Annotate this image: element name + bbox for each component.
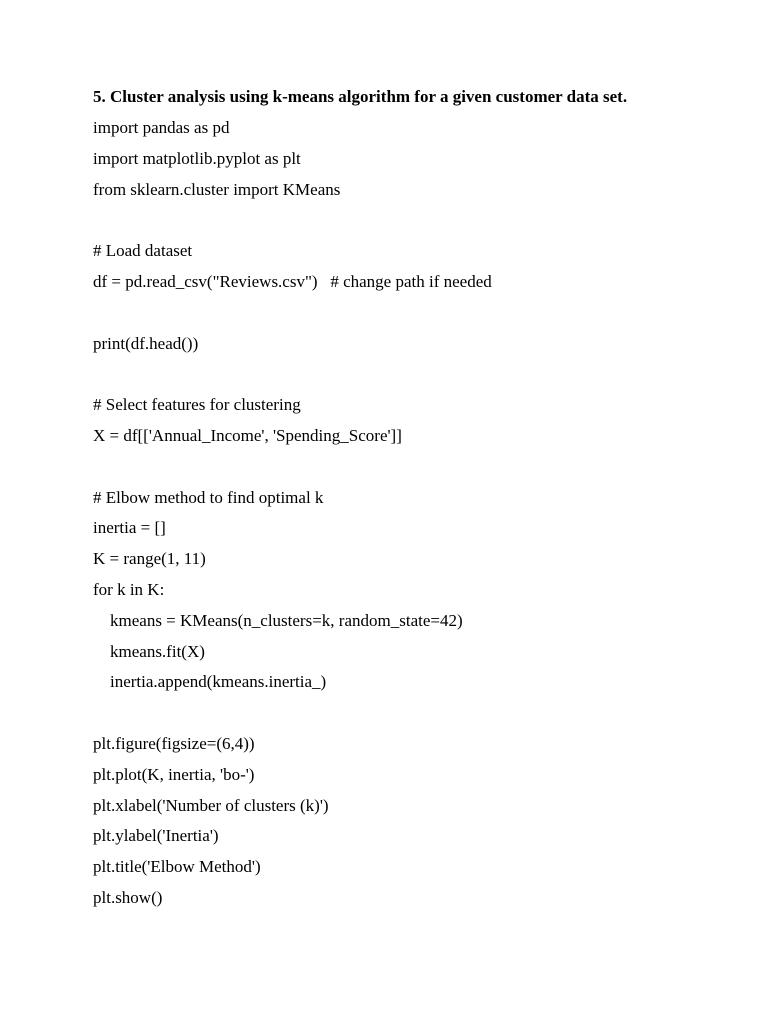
blank-line: [93, 210, 733, 230]
code-block: [93, 118, 733, 908]
code-line: df = pd.read_csv("Reviews.csv") # change path if needed: [93, 271, 492, 291]
code-line: K = range(1, 11): [93, 549, 206, 569]
code-line: X = df[['Annual_Income', 'Spending_Score']]: [93, 425, 402, 445]
code-line: # Elbow method to find optimal k: [93, 487, 324, 507]
code-line: inertia = []: [93, 518, 166, 538]
code-line: # Load dataset: [93, 241, 193, 261]
blank-line: [93, 703, 733, 723]
code-line: plt.plot(K, inertia, 'bo-'): [93, 764, 255, 784]
code-line: plt.figure(figsize=(6,4)): [93, 733, 255, 753]
section-heading: 5. Cluster analysis using k-means algorithm for a given customer data set.: [93, 87, 628, 106]
code-line: kmeans = KMeans(n_clusters=k, random_state=42): [93, 610, 463, 630]
code-line: plt.xlabel('Number of clusters (k)'): [93, 795, 329, 815]
code-line: for k in K:: [93, 579, 165, 599]
blank-line: [93, 364, 733, 384]
document-page: [93, 87, 733, 919]
code-line: import pandas as pd: [93, 118, 230, 137]
blank-line: [93, 303, 733, 323]
code-line: kmeans.fit(X): [93, 641, 205, 661]
code-line: import matplotlib.pyplot as plt: [93, 148, 301, 168]
code-line: from sklearn.cluster import KMeans: [93, 179, 341, 199]
code-line: plt.title('Elbow Method'): [93, 857, 261, 877]
code-line: plt.ylabel('Inertia'): [93, 826, 219, 846]
code-line: plt.show(): [93, 887, 163, 907]
code-line: # Select features for clustering: [93, 395, 301, 415]
code-line: inertia.append(kmeans.inertia_): [93, 672, 327, 692]
blank-line: [93, 457, 733, 477]
code-line: print(df.head()): [93, 333, 199, 353]
